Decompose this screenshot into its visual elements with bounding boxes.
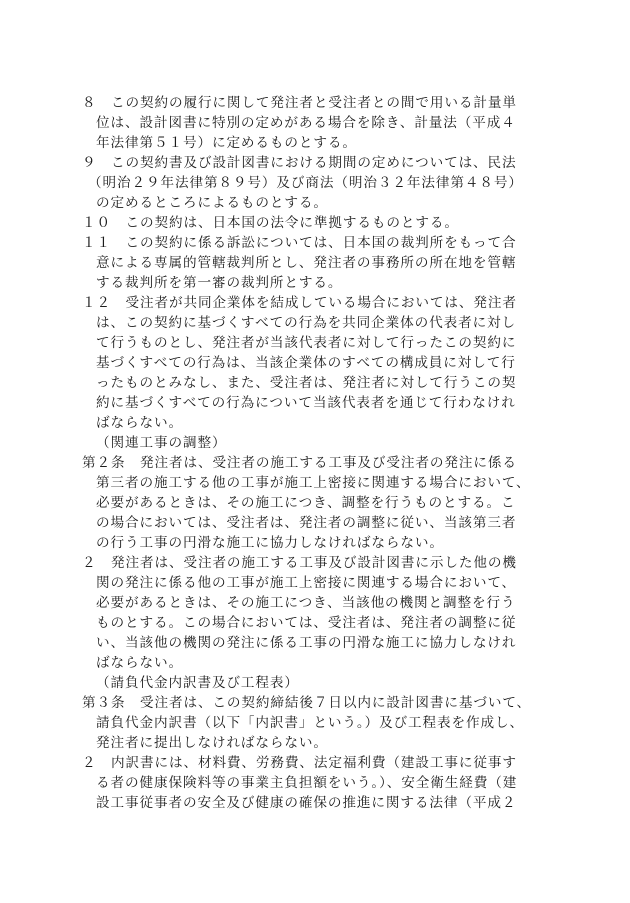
text-line: 第三者の施工する他の工事が施工上密接に関連する場合において、 (96, 475, 531, 491)
text-line: の場合においては、受注者は、発注者の調整に従い、当該第三者 (96, 515, 517, 531)
text-line: ２ 内訳書には、材料費、労務費、法定福利費（建設工事に従事す (82, 755, 517, 771)
text-line: ばならない。 (96, 655, 183, 671)
text-line: の行う工事の円滑な施工に協力しなければならない。 (96, 535, 444, 551)
text-line: ２ 発注者は、受注者の施工する工事及び設計図書に示した他の機 (82, 555, 517, 571)
text-line: 必要があるときは、その施工につき、調整を行うものとする。こ (96, 495, 516, 511)
text-line: る者の健康保険料等の事業主負担額をいう。）、安全衛生経費（建 (96, 775, 518, 791)
text-line: 請負代金内訳書（以下「内訳書」という。）及び工程表を作成し、 (96, 715, 525, 731)
text-line: い、当該他の機関の発注に係る工事の円滑な施工に協力しなけれ (96, 635, 517, 651)
text-line: 設工事従事者の安全及び健康の確保の推進に関する法律（平成２ (96, 795, 517, 811)
text-line: ８ この契約の履行に関して発注者と受注者との間で用いる計量単 (82, 95, 517, 111)
section-heading: （関連工事の調整） (96, 435, 227, 451)
section-heading: （請負代金内訳書及び工程表） (96, 675, 299, 691)
text-line: １１ この契約に係る訴訟については、日本国の裁判所をもって合 (82, 235, 517, 251)
text-line: 関の発注に係る他の工事が施工上密接に関連する場合において、 (96, 575, 517, 591)
text-line: 発注者に提出しなければならない。 (96, 735, 328, 751)
text-line: の定めるところによるものとする。 (96, 195, 328, 211)
article-line: 第３条 受注者は、この契約締結後７日以内に設計図書に基づいて、 (82, 695, 532, 711)
text-line: 基づくすべての行為は、当該企業体のすべての構成員に対して行 (96, 355, 516, 371)
text-line: ９ この契約書及び設計図書における期間の定めについては、民法 (82, 155, 517, 171)
text-line: 位は、設計図書に特別の定めがある場合を除き、計量法（平成４ (96, 115, 516, 131)
text-line: ったものとみなし、また、受注者は、発注者に対して行うこの契 (96, 375, 517, 391)
text-line: （明治２９年法律第８９号）及び商法（明治３２年法律第４８号） (88, 175, 523, 191)
text-line: 約に基づくすべての行為について当該代表者を通じて行わなけれ (96, 395, 516, 411)
text-line: １０ この契約は、日本国の法令に準拠するものとする。 (82, 215, 459, 231)
text-line: する裁判所を第一審の裁判所とする。 (96, 275, 343, 291)
text-line: 必要があるときは、その施工につき、当該他の機関と調整を行う (96, 595, 516, 611)
text-line: は、この契約に基づくすべての行為を共同企業体の代表者に対し (96, 315, 517, 331)
text-line: ばならない。 (96, 415, 183, 431)
text-line: 年法律第５１号）に定めるものとする。 (96, 135, 357, 151)
text-line: 意による専属的管轄裁判所とし、発注者の事務所の所在地を管轄 (96, 255, 517, 271)
text-line: て行うものとし、発注者が当該代表者に対して行ったこの契約に (96, 335, 517, 351)
text-line: １２ 受注者が共同企業体を結成している場合においては、発注者 (82, 295, 517, 311)
article-line: 第２条 発注者は、受注者の施工する工事及び受注者の発注に係る (82, 455, 517, 471)
text-line: ものとする。この場合においては、受注者は、発注者の調整に従 (96, 615, 517, 631)
